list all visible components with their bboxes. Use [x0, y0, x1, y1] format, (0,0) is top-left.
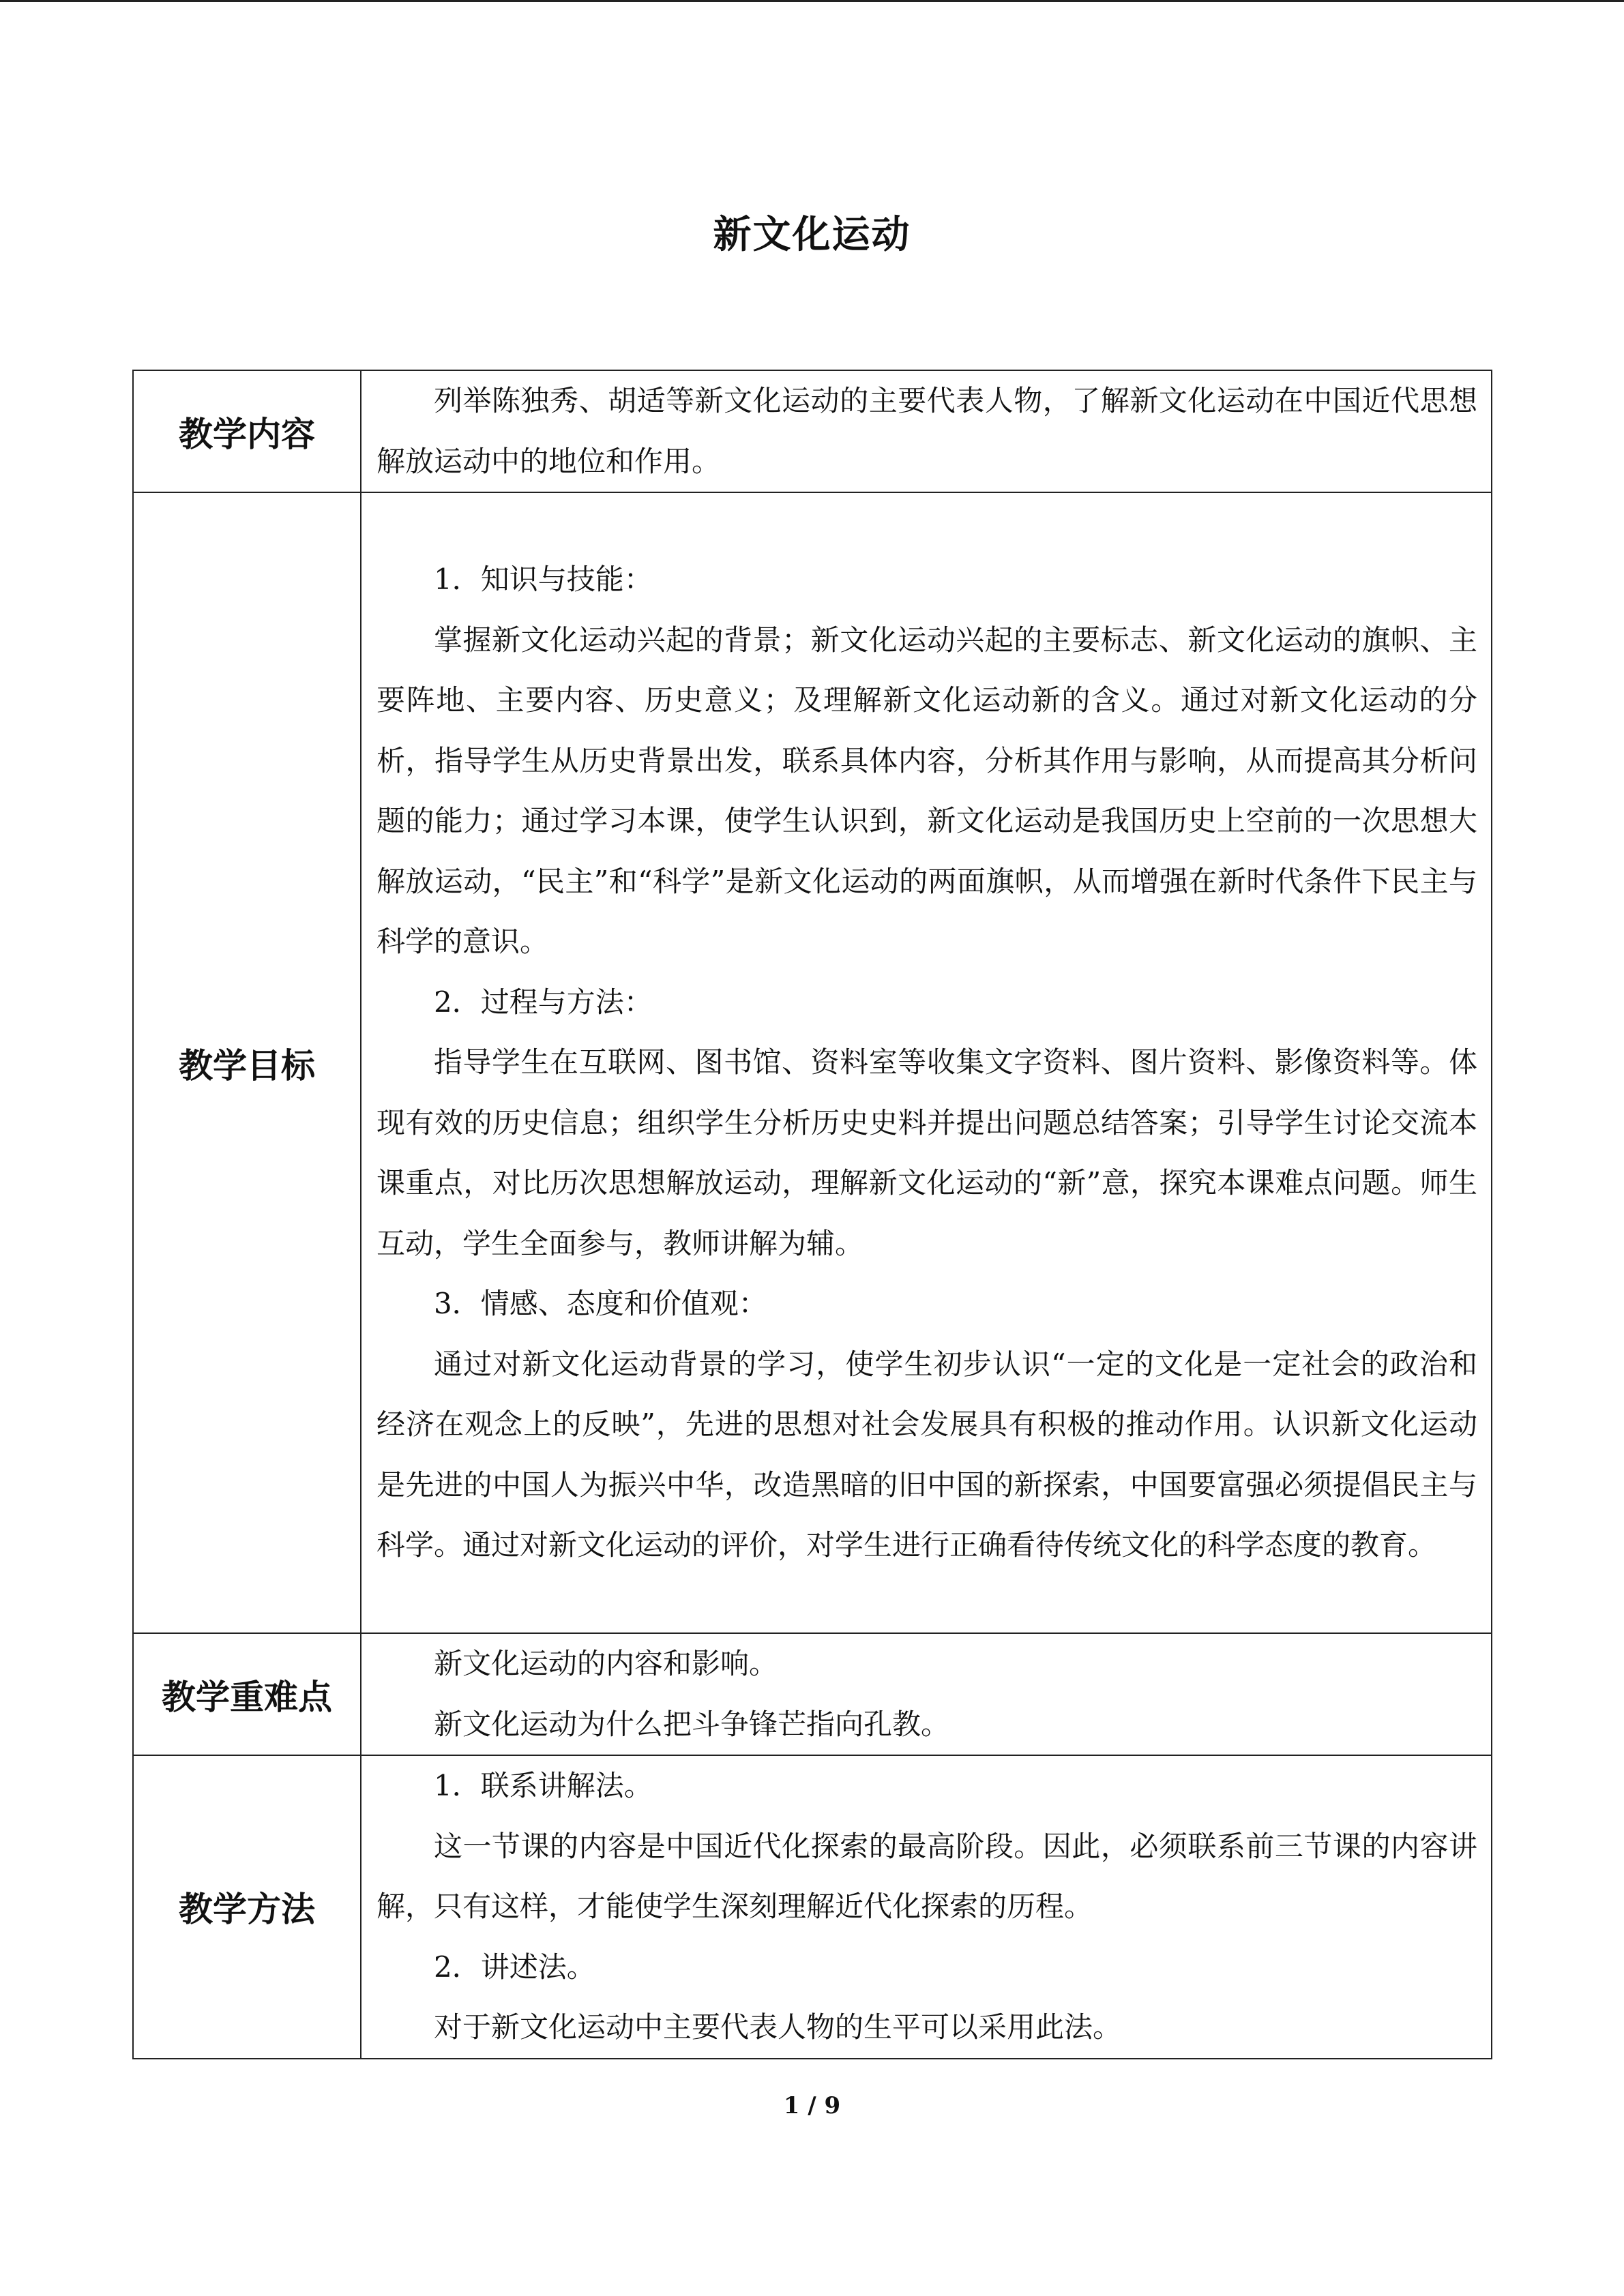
paragraph: 1．知识与技能： — [434, 563, 653, 597]
row-label-teaching-methods: 教学方法 — [133, 1755, 361, 2059]
paragraph: 这一节课的内容是中国近代化探索的最高阶段。因此，必须联系前三节课的内容讲解，只有这样，才能使学生深刻理解近代化探索的历程。 — [377, 1829, 1477, 1923]
row-content-teaching-content — [361, 370, 1492, 492]
table-row-teaching-content — [133, 370, 1492, 492]
paragraph: 通过对新文化运动背景的学习，使学生初步认识“一定的文化是一定社会的政治和经济在观念上的反映”，先进的思想对社会发展具有积极的推动作用。认识新文化运动是先进的中国人为振兴中华，改造黑暗的旧中国的新探索，中国要富强必须提倡民主与科学。通过对新文化运动的评价，对学生进行正确看待传统文化的科学态度的教育。 — [377, 1347, 1477, 1562]
paragraph: 2．过程与方法： — [434, 985, 653, 1019]
lesson-plan-table — [132, 370, 1492, 2059]
row-label-teaching-content: 教学内容 — [133, 370, 361, 492]
row-content-teaching-objectives — [361, 492, 1492, 1633]
page-number: 1 / 9 — [783, 2092, 841, 2119]
paragraph: 1．联系讲解法。 — [434, 1769, 653, 1802]
table-row-teaching-methods — [133, 1755, 1492, 2059]
paragraph: 2．讲述法。 — [434, 1950, 595, 1984]
row-label-teaching-objectives: 教学目标 — [133, 492, 361, 1633]
paragraph: 新文化运动的内容和影响。 — [434, 1647, 778, 1680]
row-content-teaching-methods — [361, 1755, 1492, 2059]
paragraph: 对于新文化运动中主要代表人物的生平可以采用此法。 — [434, 2010, 1122, 2044]
page-title: 新文化运动 — [713, 213, 911, 257]
row-content-key-points — [361, 1633, 1492, 1755]
table-row-teaching-objectives — [133, 492, 1492, 1633]
top-border-line — [0, 0, 1624, 2]
table-row-key-points — [133, 1633, 1492, 1755]
paragraph: 新文化运动为什么把斗争锋芒指向孔教。 — [434, 1707, 950, 1741]
paragraph: 列举陈独秀、胡适等新文化运动的主要代表人物，了解新文化运动在中国近代思想解放运动中的地位和作用。 — [377, 384, 1477, 478]
row-label-key-points: 教学重难点 — [133, 1633, 361, 1755]
paragraph: 指导学生在互联网、图书馆、资料室等收集文字资料、图片资料、影像资料等。体现有效的历史信息；组织学生分析历史史料并提出问题总结答案；引导学生讨论交流本课重点，对比历次思想解放运动，理解新文化运动的“新”意，探究本课难点问题。师生互动，学生全面参与，教师讲解为辅。 — [377, 1045, 1477, 1260]
paragraph: 3．情感、态度和价值观： — [434, 1287, 767, 1321]
paragraph: 掌握新文化运动兴起的背景；新文化运动兴起的主要标志、新文化运动的旗帜、主要阵地、主要内容、历史意义；及理解新文化运动新的含义。通过对新文化运动的分析，指导学生从历史背景出发，联系具体内容，分析其作用与影响，从而提高其分析问题的能力；通过学习本课，使学生认识到，新文化运动是我国历史上空前的一次思想大解放运动，“民主”和“科学”是新文化运动的两面旗帜，从而增强在新时代条件下民主与科学的意识。 — [377, 623, 1477, 959]
